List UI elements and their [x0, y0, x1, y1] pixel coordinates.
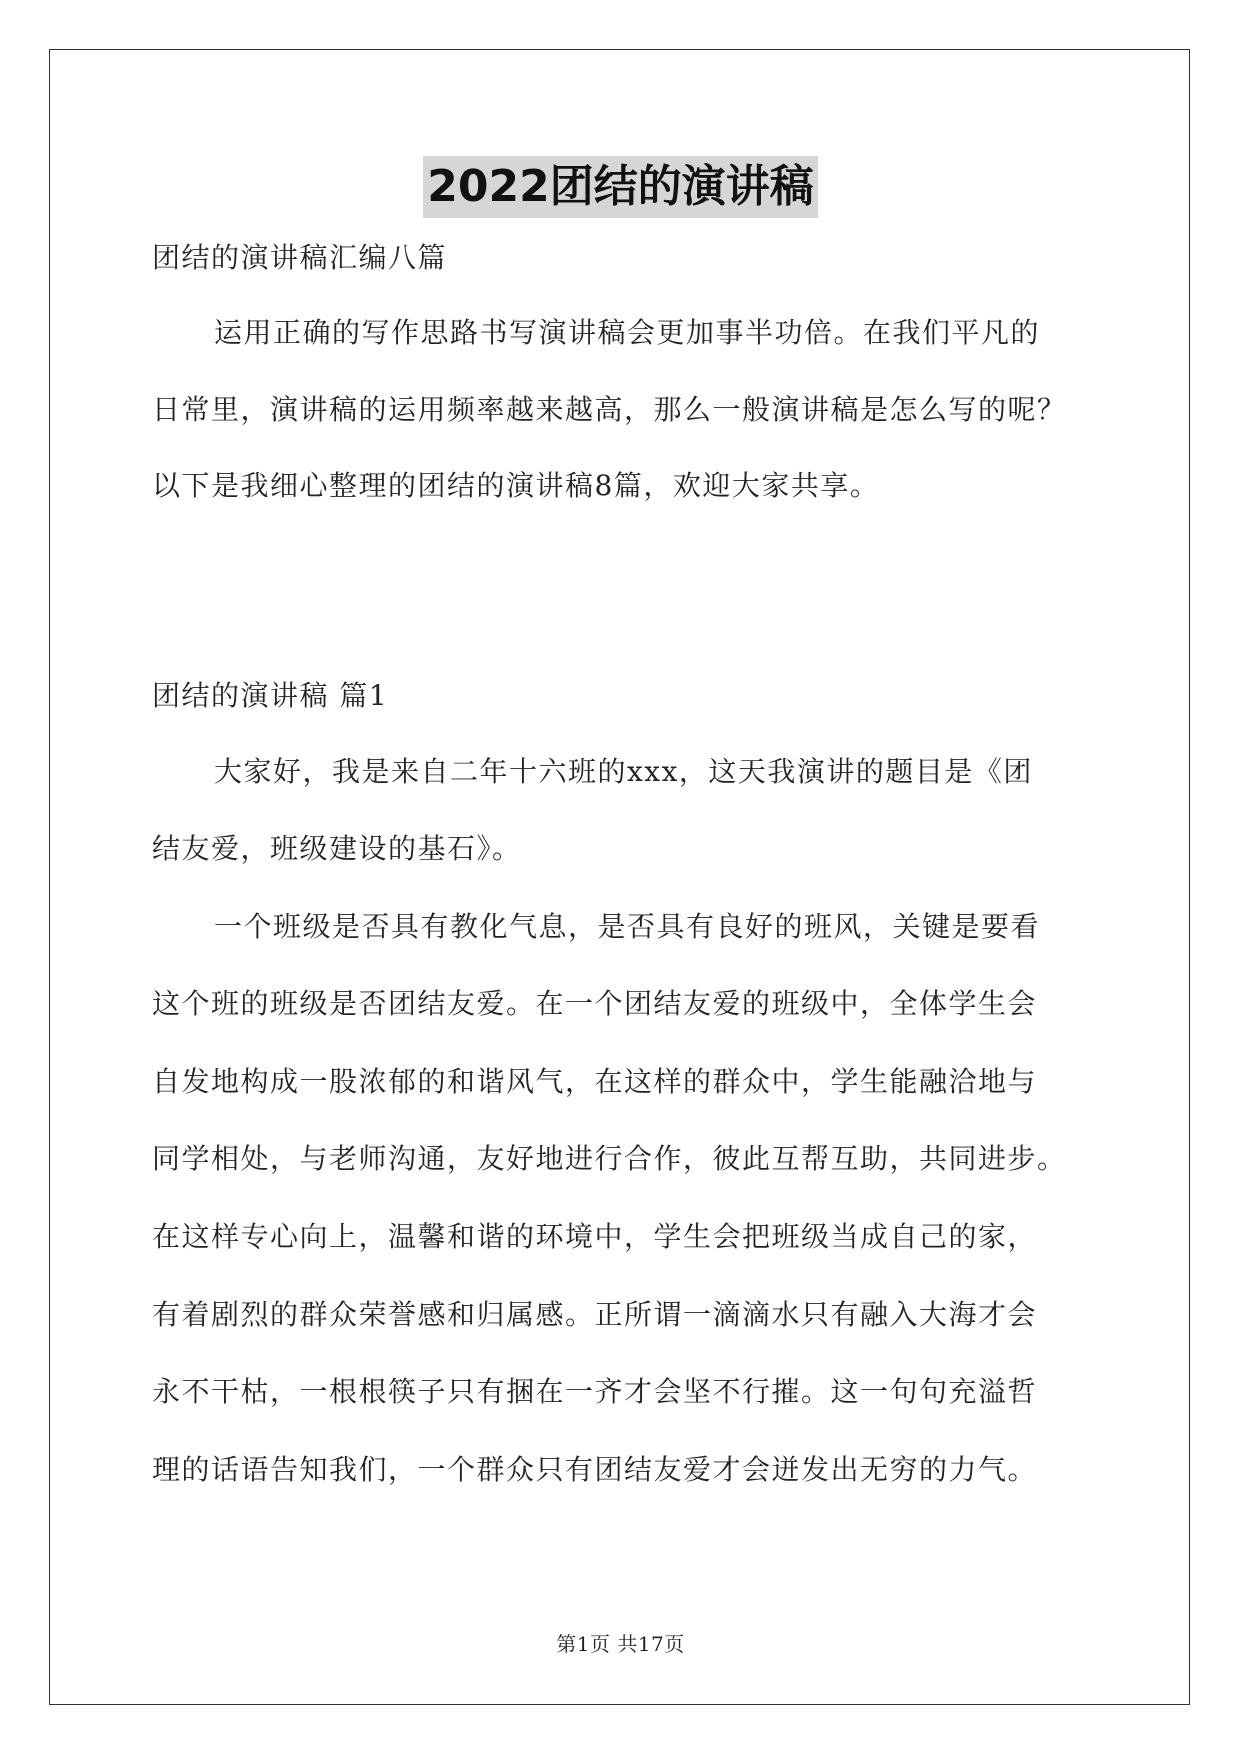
- para2-line-8: 理的话语告知我们，一个群众只有团结友爱才会迸发出无穷的力气。: [152, 1453, 1038, 1486]
- para2-line-7: 永不干枯，一根根筷子只有捆在一齐才会坚不行摧。这一句句充溢哲: [152, 1375, 1038, 1408]
- intro-line-2: 日常里，演讲稿的运用频率越来越高，那么一般演讲稿是怎么写的呢？: [152, 393, 1067, 426]
- para2-line-1: 一个班级是否具有教化气息，是否具有良好的班风，关键是要看: [214, 910, 1041, 943]
- document-subtitle: 团结的演讲稿汇编八篇: [152, 241, 448, 274]
- document-title[interactable]: 2022团结的演讲稿: [423, 156, 817, 218]
- para1-line-2: 结友爱，班级建设的基石》。: [152, 832, 522, 865]
- para2-line-3: 自发地构成一股浓郁的和谐风气，在这样的群众中，学生能融洽地与: [152, 1065, 1038, 1098]
- intro-line-3: 以下是我细心整理的团结的演讲稿8篇，欢迎大家共享。: [152, 469, 880, 502]
- para2-line-4: 同学相处，与老师沟通，友好地进行合作，彼此互帮互助，共同进步。: [152, 1142, 1067, 1175]
- title-container: [0, 156, 1241, 218]
- intro-line-1: 运用正确的写作思路书写演讲稿会更加事半功倍。在我们平凡的: [214, 316, 1041, 349]
- para1-line-1: 大家好，我是来自二年十六班的xxx，这天我演讲的题目是《团: [214, 755, 1033, 788]
- para2-line-6: 有着剧烈的群众荣誉感和归属感。正所谓一滴滴水只有融入大海才会: [152, 1298, 1038, 1331]
- section-heading: 团结的演讲稿 篇1: [152, 679, 389, 712]
- para2-line-5: 在这样专心向上，温馨和谐的环境中，学生会把班级当成自己的家，: [152, 1220, 1038, 1253]
- para2-line-2: 这个班的班级是否团结友爱。在一个团结友爱的班级中，全体学生会: [152, 987, 1038, 1020]
- page-number-footer: 第1页 共17页: [556, 1632, 685, 1656]
